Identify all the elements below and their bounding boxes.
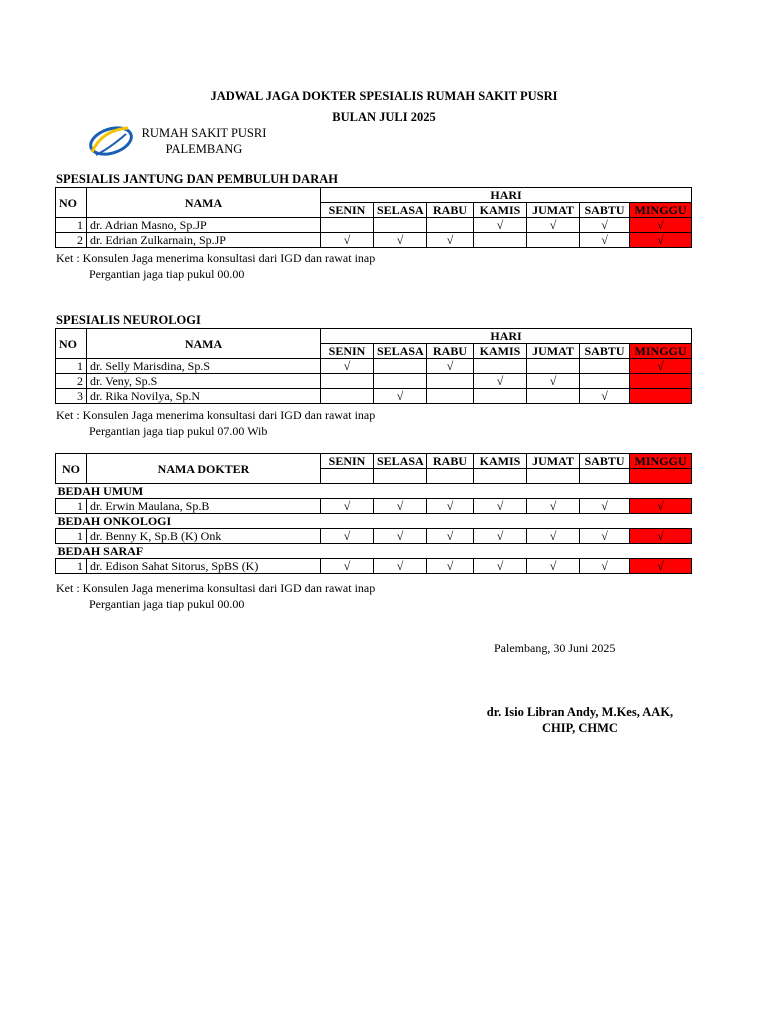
row-number: 1: [56, 359, 87, 374]
day-cell-kamis: [474, 359, 527, 374]
day-cell-senin: [321, 559, 374, 574]
day-header-selasa: SELASA: [374, 203, 427, 218]
row-number: 1: [56, 529, 87, 544]
checkmark-icon: √: [496, 218, 504, 232]
checkmark-icon: √: [601, 218, 608, 232]
day-header-sabtu: SABTU: [580, 454, 630, 469]
checkmark-icon: √: [601, 499, 608, 513]
day-cell-rabu: [427, 559, 474, 574]
day-cell-rabu: [427, 529, 474, 544]
checkmark-icon: √: [343, 499, 351, 513]
day-cell-kamis: [474, 374, 527, 389]
place-date: Palembang, 30 Juni 2025: [494, 641, 616, 655]
group-row: [56, 484, 692, 499]
doctor-name: dr. Veny, Sp.S: [87, 374, 321, 389]
checkmark-icon: √: [446, 233, 454, 247]
day-cell-sabtu: [580, 389, 630, 404]
day-cell-selasa: [374, 233, 427, 248]
day-cell-jumat: [527, 218, 580, 233]
day-cell-senin: [321, 529, 374, 544]
checkmark-icon: √: [496, 559, 504, 573]
day-header-minggu: MINGGU: [630, 203, 692, 218]
day-header-kamis: KAMIS: [474, 344, 527, 359]
checkmark-icon: √: [657, 559, 664, 573]
note-bedah: Ket : Konsulen Jaga menerima konsultasi dari IGD dan rawat inap Pergantian jaga tiap pukul 00.00: [56, 581, 376, 611]
checkmark-icon: √: [601, 559, 608, 573]
checkmark-icon: √: [343, 359, 351, 373]
day-cell-senin: [321, 233, 374, 248]
checkmark-icon: √: [343, 233, 351, 247]
checkmark-icon: √: [601, 389, 608, 403]
day-cell-minggu: [630, 389, 692, 404]
group-label: BEDAH ONKOLOGI: [57, 514, 172, 528]
day-header-senin: SENIN: [321, 203, 374, 218]
checkmark-icon: √: [549, 374, 557, 388]
page-title: JADWAL JAGA DOKTER SPESIALIS RUMAH SAKIT PUSRI: [210, 89, 558, 103]
page-subtitle: BULAN JULI 2025: [332, 110, 436, 124]
header-spacer-cell: [527, 469, 580, 484]
day-cell-jumat: [527, 374, 580, 389]
table-row: [56, 218, 692, 233]
checkmark-icon: √: [446, 529, 454, 543]
day-header-jumat: JUMAT: [527, 344, 580, 359]
day-cell-rabu: [427, 389, 474, 404]
day-cell-senin: [321, 499, 374, 514]
day-cell-sabtu: [580, 359, 630, 374]
row-number: 2: [56, 233, 87, 248]
group-label: BEDAH UMUM: [57, 484, 144, 498]
col-name: NAMA: [87, 188, 321, 218]
table-row: [56, 529, 692, 544]
schedule-table-jantung: [55, 187, 692, 248]
row-number: 1: [56, 218, 87, 233]
day-cell-sabtu: [580, 529, 630, 544]
day-cell-kamis: [474, 218, 527, 233]
group-row: [56, 544, 692, 559]
day-header-rabu: RABU: [427, 344, 474, 359]
checkmark-icon: √: [657, 499, 664, 513]
day-cell-rabu: [427, 499, 474, 514]
row-number: 1: [56, 559, 87, 574]
header-spacer-cell: [474, 469, 527, 484]
section-neuro-heading: SPESIALIS NEUROLOGI: [56, 313, 201, 327]
day-cell-kamis: [474, 559, 527, 574]
doctor-name: dr. Adrian Masno, Sp.JP: [87, 218, 321, 233]
header-spacer-cell: [630, 469, 692, 484]
day-cell-rabu: [427, 218, 474, 233]
checkmark-icon: √: [496, 374, 504, 388]
checkmark-icon: √: [343, 559, 351, 573]
row-number: 2: [56, 374, 87, 389]
day-cell-jumat: [527, 499, 580, 514]
day-cell-minggu: [630, 499, 692, 514]
checkmark-icon: √: [657, 529, 664, 543]
header-spacer-cell: [321, 469, 374, 484]
day-cell-selasa: [374, 374, 427, 389]
checkmark-icon: √: [496, 529, 504, 543]
checkmark-icon: √: [343, 529, 351, 543]
day-cell-kamis: [474, 389, 527, 404]
day-header-minggu: MINGGU: [630, 454, 692, 469]
checkmark-icon: √: [601, 233, 608, 247]
col-name: NAMA: [87, 329, 321, 359]
day-cell-rabu: [427, 374, 474, 389]
col-no: NO: [56, 454, 87, 484]
header-spacer-cell: [580, 469, 630, 484]
day-cell-senin: [321, 374, 374, 389]
checkmark-icon: √: [446, 559, 454, 573]
checkmark-icon: √: [549, 218, 557, 232]
day-cell-selasa: [374, 559, 427, 574]
day-cell-rabu: [427, 233, 474, 248]
doctor-name: dr. Benny K, Sp.B (K) Onk: [87, 529, 321, 544]
day-header-senin: SENIN: [321, 344, 374, 359]
day-cell-kamis: [474, 529, 527, 544]
table-row: [56, 389, 692, 404]
day-cell-kamis: [474, 499, 527, 514]
day-cell-minggu: [630, 218, 692, 233]
day-cell-minggu: [630, 233, 692, 248]
note-jantung: Ket : Konsulen Jaga menerima konsultasi dari IGD dan rawat inap Pergantian jaga tiap pukul 00.00: [56, 251, 376, 281]
row-number: 1: [56, 499, 87, 514]
checkmark-icon: √: [549, 559, 557, 573]
checkmark-icon: √: [549, 499, 557, 513]
day-cell-minggu: [630, 374, 692, 389]
day-cell-jumat: [527, 233, 580, 248]
table-row: [56, 499, 692, 514]
col-hari: HARI: [321, 329, 692, 344]
header-spacer-cell: [374, 469, 427, 484]
day-cell-minggu: [630, 529, 692, 544]
hospital-logo-icon: [84, 122, 134, 160]
day-cell-minggu: [630, 359, 692, 374]
checkmark-icon: √: [657, 359, 664, 373]
col-no: NO: [56, 188, 87, 218]
checkmark-icon: √: [657, 233, 664, 247]
day-cell-senin: [321, 389, 374, 404]
table-row: [56, 374, 692, 389]
day-cell-jumat: [527, 559, 580, 574]
day-header-jumat: JUMAT: [527, 203, 580, 218]
day-header-sabtu: SABTU: [580, 344, 630, 359]
day-cell-jumat: [527, 389, 580, 404]
day-cell-jumat: [527, 529, 580, 544]
day-cell-kamis: [474, 233, 527, 248]
day-header-rabu: RABU: [427, 203, 474, 218]
group-row: [56, 514, 692, 529]
section-jantung-heading: SPESIALIS JANTUNG DAN PEMBULUH DARAH: [56, 172, 338, 186]
table-row: [56, 233, 692, 248]
doctor-name: dr. Erwin Maulana, Sp.B: [87, 499, 321, 514]
day-header-sabtu: SABTU: [580, 203, 630, 218]
note-neuro: Ket : Konsulen Jaga menerima konsultasi dari IGD dan rawat inap Pergantian jaga tiap pukul 07.00 Wib: [56, 408, 376, 438]
table-row: [56, 559, 692, 574]
checkmark-icon: √: [549, 529, 557, 543]
day-cell-sabtu: [580, 374, 630, 389]
doctor-name: dr. Edrian Zulkarnain, Sp.JP: [87, 233, 321, 248]
day-cell-minggu: [630, 559, 692, 574]
day-cell-selasa: [374, 389, 427, 404]
col-no: NO: [56, 329, 87, 359]
day-cell-senin: [321, 218, 374, 233]
checkmark-icon: √: [446, 499, 454, 513]
table-row: [56, 359, 692, 374]
day-cell-selasa: [374, 529, 427, 544]
day-header-kamis: KAMIS: [474, 454, 527, 469]
day-cell-sabtu: [580, 218, 630, 233]
day-header-selasa: SELASA: [374, 454, 427, 469]
checkmark-icon: √: [657, 218, 664, 232]
checkmark-icon: √: [396, 529, 404, 543]
day-header-minggu: MINGGU: [630, 344, 692, 359]
day-header-jumat: JUMAT: [527, 454, 580, 469]
col-name: NAMA DOKTER: [87, 454, 321, 484]
doctor-name: dr. Selly Marisdina, Sp.S: [87, 359, 321, 374]
hospital-name: RUMAH SAKIT PUSRI PALEMBANG: [141, 126, 267, 156]
schedule-table-bedah: [55, 453, 692, 574]
day-header-senin: SENIN: [321, 454, 374, 469]
schedule-table-neuro: [55, 328, 692, 404]
checkmark-icon: √: [496, 499, 504, 513]
day-cell-rabu: [427, 359, 474, 374]
day-cell-selasa: [374, 359, 427, 374]
day-cell-jumat: [527, 359, 580, 374]
group-label: BEDAH SARAF: [57, 544, 144, 558]
col-hari: HARI: [321, 188, 692, 203]
day-cell-selasa: [374, 218, 427, 233]
checkmark-icon: √: [396, 499, 404, 513]
day-cell-selasa: [374, 499, 427, 514]
day-cell-sabtu: [580, 499, 630, 514]
checkmark-icon: √: [396, 559, 404, 573]
doctor-name: dr. Rika Novilya, Sp.N: [87, 389, 321, 404]
day-cell-sabtu: [580, 233, 630, 248]
header-spacer-cell: [427, 469, 474, 484]
row-number: 3: [56, 389, 87, 404]
day-header-kamis: KAMIS: [474, 203, 527, 218]
checkmark-icon: √: [396, 233, 404, 247]
doctor-name: dr. Edison Sahat Sitorus, SpBS (K): [87, 559, 321, 574]
checkmark-icon: √: [396, 389, 404, 403]
day-header-selasa: SELASA: [374, 344, 427, 359]
day-cell-senin: [321, 359, 374, 374]
signer-name: dr. Isio Libran Andy, M.Kes, AAK, CHIP, CHMC: [486, 705, 674, 735]
checkmark-icon: √: [601, 529, 608, 543]
day-cell-sabtu: [580, 559, 630, 574]
checkmark-icon: √: [446, 359, 454, 373]
day-header-rabu: RABU: [427, 454, 474, 469]
